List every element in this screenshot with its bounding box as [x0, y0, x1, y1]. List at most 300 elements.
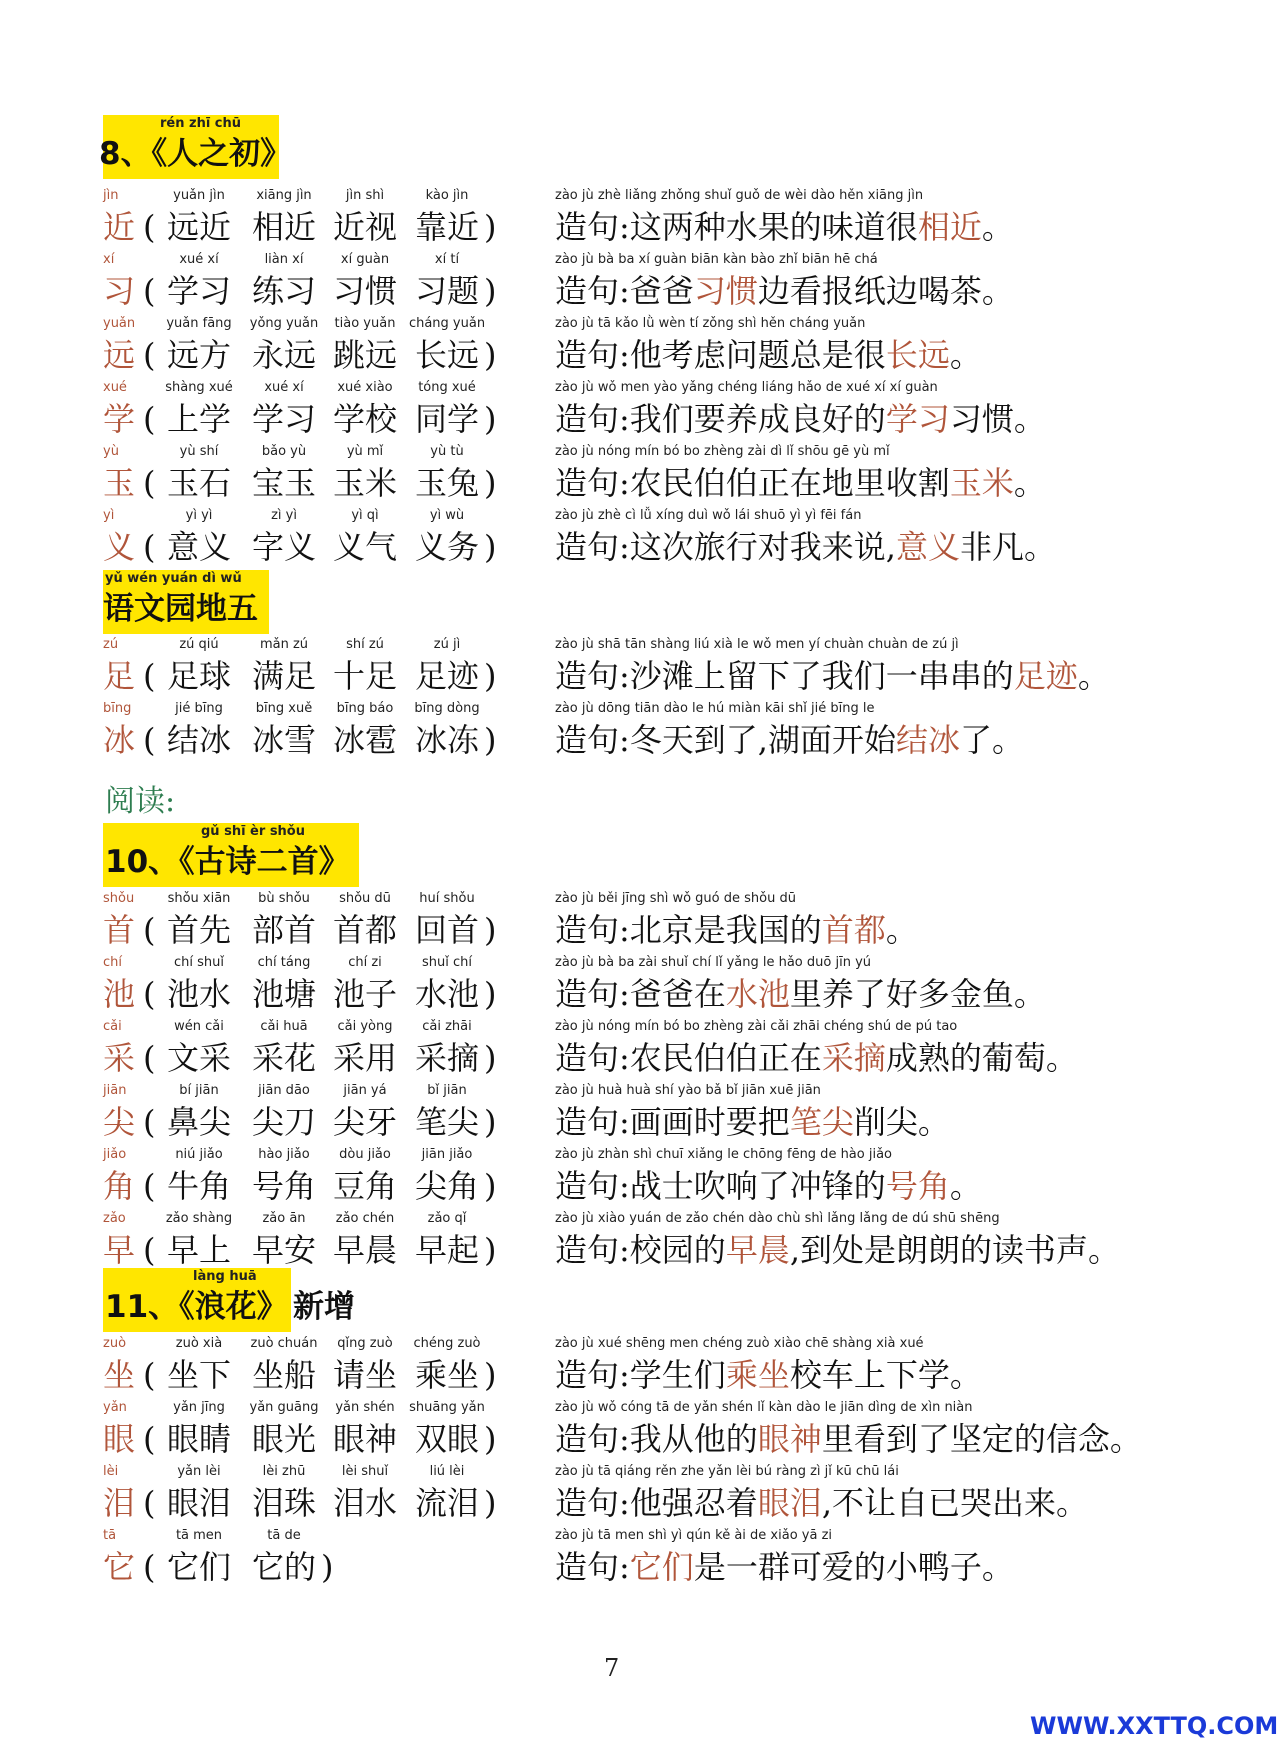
- word-text: 鼻尖: [166, 1103, 231, 1141]
- vocab-row: [103, 1211, 1223, 1275]
- word-text: 学习: [251, 400, 316, 438]
- vocab-row: [103, 1083, 1223, 1147]
- word-pinyin: jiān yá: [343, 1083, 387, 1098]
- example-sentence: [555, 891, 1175, 955]
- main-character: [103, 1528, 143, 1592]
- example-sentence: [555, 444, 1175, 508]
- close-paren: ): [484, 464, 497, 502]
- word-pinyin: shuǐ chí: [422, 955, 472, 970]
- sentence-part: 是一群可爱的小鸭子。: [693, 1548, 1014, 1586]
- sentence-part: 爸爸: [629, 272, 694, 310]
- title-text: 11、《浪花》: [105, 1289, 288, 1325]
- example-sentence: [555, 1211, 1175, 1275]
- title-text: 10、《古诗二首》: [105, 844, 350, 880]
- sentence-part: 了。: [960, 721, 1025, 759]
- highlighted-word: 学习: [885, 400, 950, 438]
- example-sentence: [555, 701, 1175, 765]
- sentence-text: [555, 463, 1046, 503]
- vocab-row: [103, 188, 1223, 252]
- highlighted-word: 笔尖: [789, 1103, 854, 1141]
- word: [324, 955, 406, 1019]
- page-number: 7: [604, 1654, 620, 1682]
- word-text: 牛角: [166, 1167, 231, 1205]
- example-sentence: [555, 637, 1175, 701]
- sentence-label: 造句:: [555, 1484, 630, 1522]
- main-character-text: 冰: [103, 721, 136, 759]
- word: [406, 1019, 488, 1083]
- sentence-part: 校园的: [629, 1231, 726, 1269]
- open-paren: (: [143, 721, 156, 759]
- word-text: 宝玉: [251, 464, 316, 502]
- word: [324, 1019, 406, 1083]
- open-paren: (: [143, 464, 156, 502]
- sentence-label: 造句:: [555, 208, 630, 246]
- open-paren: (: [143, 1103, 156, 1141]
- sentence-text: [555, 399, 1046, 439]
- word-text: 流泪: [414, 1484, 479, 1522]
- main-character-pinyin: tā: [103, 1528, 117, 1543]
- highlighted-word: 相近: [917, 208, 982, 246]
- open-paren: (: [143, 1356, 156, 1394]
- main-character-text: 角: [103, 1167, 136, 1205]
- word: [243, 252, 325, 316]
- main-character-text: 尖: [103, 1103, 136, 1141]
- word-text: 永远: [251, 336, 316, 374]
- main-character-text: 近: [103, 208, 136, 246]
- sentence-part: 我从他的: [629, 1420, 758, 1458]
- sentence-text: [555, 1355, 982, 1395]
- word: [158, 316, 240, 380]
- highlighted-word: 号角: [885, 1167, 950, 1205]
- section-title-11: [103, 1268, 355, 1332]
- vocab-row: [103, 701, 1223, 765]
- main-character-pinyin: xí: [103, 252, 115, 267]
- sentence-label: 造句:: [555, 400, 630, 438]
- main-character-text: 坐: [103, 1356, 136, 1394]
- word-text: 尖牙: [332, 1103, 397, 1141]
- word-pinyin: tā de: [267, 1528, 301, 1543]
- word-pinyin: yù shí: [179, 444, 219, 459]
- word-text: 义气: [332, 528, 397, 566]
- word-text: 玉兔: [414, 464, 479, 502]
- main-character-pinyin: cǎi: [103, 1019, 122, 1034]
- word: [158, 1464, 240, 1528]
- example-sentence: [555, 188, 1175, 252]
- word: [243, 955, 325, 1019]
- highlighted-word: 早晨: [725, 1231, 790, 1269]
- word-pinyin: chí táng: [257, 955, 311, 970]
- word-text: 字义: [251, 528, 316, 566]
- word-text: 近视: [332, 208, 397, 246]
- word-pinyin: xí tí: [434, 252, 460, 267]
- vocab-row: [103, 1147, 1223, 1211]
- main-character: [103, 444, 143, 508]
- word-pinyin: kào jìn: [425, 188, 469, 203]
- word: [158, 188, 240, 252]
- word: [406, 701, 488, 765]
- word-pinyin: shàng xué: [165, 380, 233, 395]
- open-paren: (: [143, 1231, 156, 1269]
- sentence-text: [555, 1419, 1142, 1459]
- vocab-row: [103, 637, 1223, 701]
- word-pinyin: bǎo yù: [261, 444, 307, 459]
- word-text: 早晨: [332, 1231, 397, 1269]
- example-sentence: [555, 1400, 1175, 1464]
- word-text: 坐船: [251, 1356, 316, 1394]
- main-character: [103, 1464, 143, 1528]
- main-character-pinyin: zú: [103, 637, 119, 652]
- sentence-pinyin: zào jù nóng mín bó bo zhèng zài dì lǐ shōu gē yù mǐ: [555, 444, 890, 459]
- main-character: [103, 1336, 143, 1400]
- sentence-text: [555, 1230, 1120, 1270]
- sentence-label: 造句:: [555, 975, 630, 1013]
- word-text: 部首: [251, 911, 316, 949]
- word: [158, 891, 240, 955]
- open-paren: (: [143, 1167, 156, 1205]
- word-text: 满足: [251, 657, 316, 695]
- word-text: 眼睛: [166, 1420, 231, 1458]
- word-pinyin: tā men: [175, 1528, 223, 1543]
- word-text: 泪水: [332, 1484, 397, 1522]
- vocab-row: [103, 380, 1223, 444]
- word-pinyin: yù tù: [430, 444, 464, 459]
- main-character: [103, 380, 143, 444]
- word-text: 池水: [166, 975, 231, 1013]
- word: [158, 955, 240, 1019]
- sentence-text: [555, 1483, 1088, 1523]
- sentence-text: [555, 527, 1056, 567]
- main-character-pinyin: xué: [103, 380, 127, 395]
- close-paren: ): [484, 528, 497, 566]
- highlighted-word: 结冰: [895, 721, 960, 759]
- vocab-row: [103, 508, 1223, 572]
- example-sentence: [555, 1528, 1175, 1592]
- word-pinyin: jié bīng: [175, 701, 223, 716]
- word: [243, 1147, 325, 1211]
- reading-label: 阅读:: [105, 784, 176, 819]
- word: [243, 1211, 325, 1275]
- word-pinyin: zú qiú: [179, 637, 219, 652]
- word-text: 乘坐: [414, 1356, 479, 1394]
- open-paren: (: [143, 336, 156, 374]
- close-paren: ): [484, 1420, 497, 1458]
- word-pinyin: chéng zuò: [413, 1336, 481, 1351]
- sentence-part: 校车上下学。: [789, 1356, 982, 1394]
- highlighted-word: 长远: [885, 336, 950, 374]
- word: [243, 1400, 325, 1464]
- example-sentence: [555, 1464, 1175, 1528]
- word-pinyin: chí zi: [348, 955, 382, 970]
- word-text: 采用: [332, 1039, 397, 1077]
- sentence-pinyin: zào jù xué shēng men chéng zuò xiào chē shàng xià xué: [555, 1336, 924, 1351]
- main-character: [103, 252, 143, 316]
- word-text: 跳远: [332, 336, 397, 374]
- main-character-text: 早: [103, 1231, 136, 1269]
- main-character: [103, 1211, 143, 1275]
- word-pinyin: zǎo chén: [335, 1211, 395, 1226]
- sentence-pinyin: zào jù xiào yuán de zǎo chén dào chù shì lǎng lǎng de dú shū shēng: [555, 1211, 1000, 1226]
- word-text: 坐下: [166, 1356, 231, 1394]
- word-text: 豆角: [332, 1167, 397, 1205]
- word: [158, 380, 240, 444]
- word-pinyin: zì yì: [271, 508, 297, 523]
- sentence-part: 。: [981, 208, 1014, 246]
- open-paren: (: [143, 911, 156, 949]
- word-pinyin: cǎi yòng: [337, 1019, 393, 1034]
- sentence-label: 造句:: [555, 657, 630, 695]
- highlighted-word: 水池: [725, 975, 790, 1013]
- word-text: 习惯: [332, 272, 397, 310]
- word: [158, 701, 240, 765]
- word-pinyin: zǎo ān: [262, 1211, 306, 1226]
- open-paren: (: [143, 1039, 156, 1077]
- word: [158, 1083, 240, 1147]
- word-text: 玉石: [166, 464, 231, 502]
- word: [406, 316, 488, 380]
- main-character-text: 池: [103, 975, 136, 1013]
- word-pinyin: tiào yuǎn: [334, 316, 396, 331]
- word-text: 结冰: [166, 721, 231, 759]
- example-sentence: [555, 1083, 1175, 1147]
- sentence-pinyin: zào jù tā kǎo lǜ wèn tí zǒng shì hěn cháng yuǎn: [555, 316, 866, 331]
- word: [324, 1400, 406, 1464]
- word-text: 眼泪: [166, 1484, 231, 1522]
- sentence-label: 造句:: [555, 911, 630, 949]
- word-pinyin: xiāng jìn: [256, 188, 312, 203]
- sentence-pinyin: zào jù wǒ men yào yǎng chéng liáng hǎo de xué xí xí guàn: [555, 380, 938, 395]
- word-text: 玉米: [332, 464, 397, 502]
- highlighted-word: 意义: [895, 528, 960, 566]
- main-character: [103, 316, 143, 380]
- vocab-row: [103, 1528, 1223, 1592]
- word: [243, 188, 325, 252]
- word: [243, 1336, 325, 1400]
- main-character-text: 义: [103, 528, 136, 566]
- word: [324, 1464, 406, 1528]
- word-pinyin: yǒng yuǎn: [249, 316, 319, 331]
- open-paren: (: [143, 975, 156, 1013]
- word: [243, 1528, 325, 1592]
- sentence-pinyin: zào jù zhè liǎng zhǒng shuǐ guǒ de wèi dào hěn xiāng jìn: [555, 188, 924, 203]
- sentence-pinyin: zào jù dōng tiān dào le hú miàn kāi shǐ jié bīng le: [555, 701, 875, 716]
- word: [158, 637, 240, 701]
- sentence-label: 造句:: [555, 336, 630, 374]
- main-character: [103, 1083, 143, 1147]
- word-pinyin: zuò chuán: [250, 1336, 318, 1351]
- example-sentence: [555, 1147, 1175, 1211]
- word-pinyin: tóng xué: [418, 380, 476, 395]
- sentence-pinyin: zào jù běi jīng shì wǒ guó de shǒu dū: [555, 891, 796, 906]
- close-paren: ): [484, 400, 497, 438]
- main-character-text: 足: [103, 657, 136, 695]
- example-sentence: [555, 955, 1175, 1019]
- sentence-part: 他考虑问题总是很: [629, 336, 886, 374]
- example-sentence: [555, 1336, 1175, 1400]
- word-pinyin: cháng yuǎn: [408, 316, 486, 331]
- sentence-pinyin: zào jù huà huà shí yào bǎ bǐ jiān xuē jiān: [555, 1083, 821, 1098]
- example-sentence: [555, 380, 1175, 444]
- word: [406, 637, 488, 701]
- word: [324, 508, 406, 572]
- sentence-label: 造句:: [555, 464, 630, 502]
- word-text: 义务: [414, 528, 479, 566]
- highlighted-word: 首都: [821, 911, 886, 949]
- sentence-pinyin: zào jù zhè cì lǚ xíng duì wǒ lái shuō yì yì fēi fán: [555, 508, 862, 523]
- section-title-8: [99, 115, 292, 179]
- vocab-row: [103, 1464, 1223, 1528]
- word: [324, 1083, 406, 1147]
- word-pinyin: shǒu dū: [339, 891, 391, 906]
- main-character: [103, 701, 143, 765]
- sentence-text: [555, 271, 1014, 311]
- vocab-row: [103, 1336, 1223, 1400]
- word-pinyin: zǎo shàng: [165, 1211, 233, 1226]
- sentence-text: [555, 335, 982, 375]
- word-text: 意义: [166, 528, 231, 566]
- sentence-pinyin: zào jù tā qiáng rěn zhe yǎn lèi bú ràng zì jǐ kū chū lái: [555, 1464, 899, 1479]
- open-paren: (: [143, 400, 156, 438]
- word-pinyin: yuǎn fāng: [166, 316, 232, 331]
- word-text: 十足: [332, 657, 397, 695]
- word-text: 号角: [251, 1167, 316, 1205]
- sentence-part: 农民伯伯正在: [629, 1039, 822, 1077]
- word-pinyin: qǐng zuò: [337, 1336, 393, 1351]
- sentence-part: 里养了好多金鱼。: [789, 975, 1046, 1013]
- main-character: [103, 637, 143, 701]
- sentence-part: ,不让自已哭出来。: [821, 1484, 1089, 1522]
- section-title-yuwen: [103, 570, 269, 634]
- word-text: 池塘: [251, 975, 316, 1013]
- open-paren: (: [143, 1548, 156, 1586]
- word: [158, 444, 240, 508]
- word-text: 同学: [414, 400, 479, 438]
- highlighted-word: 乘坐: [725, 1356, 790, 1394]
- word-pinyin: xí guàn: [340, 252, 390, 267]
- word-text: 远近: [166, 208, 231, 246]
- title-pinyin: yǔ wén yuán dì wǔ: [105, 571, 242, 586]
- highlighted-word: 眼神: [757, 1420, 822, 1458]
- word: [243, 1083, 325, 1147]
- main-character-pinyin: chí: [103, 955, 122, 970]
- word-text: 眼光: [251, 1420, 316, 1458]
- highlighted-word: 它们: [629, 1548, 694, 1586]
- main-character-pinyin: zuò: [103, 1336, 127, 1351]
- title-pinyin: gǔ shī èr shǒu: [201, 824, 305, 839]
- word-text: 早安: [251, 1231, 316, 1269]
- word-pinyin: yǎn lèi: [177, 1464, 221, 1479]
- sentence-label: 造句:: [555, 272, 630, 310]
- sentence-text: [555, 656, 1110, 696]
- title-pinyin: làng huā: [193, 1269, 257, 1284]
- word-pinyin: xué xiào: [337, 380, 393, 395]
- section-title-10: [103, 823, 359, 887]
- vocab-row: [103, 1400, 1223, 1464]
- word-pinyin: shí zú: [346, 637, 384, 652]
- word-pinyin: yǎn shén: [335, 1400, 395, 1415]
- word: [406, 1464, 488, 1528]
- main-character-pinyin: yù: [103, 444, 119, 459]
- word: [406, 188, 488, 252]
- word-pinyin: yuǎn jìn: [173, 188, 225, 203]
- word-pinyin: jìn shì: [345, 188, 385, 203]
- word: [406, 1336, 488, 1400]
- word-pinyin: liú lèi: [429, 1464, 465, 1479]
- sentence-part: 农民伯伯正在地里收割: [629, 464, 950, 502]
- word: [158, 1336, 240, 1400]
- word-text: 文采: [166, 1039, 231, 1077]
- word: [406, 444, 488, 508]
- vocab-row: [103, 891, 1223, 955]
- close-paren: ): [484, 657, 497, 695]
- close-paren: ): [484, 1039, 497, 1077]
- example-sentence: [555, 508, 1175, 572]
- title-pinyin: rén zhī chū: [160, 116, 242, 131]
- close-paren: ): [484, 208, 497, 246]
- word-text: 首先: [166, 911, 231, 949]
- open-paren: (: [143, 528, 156, 566]
- word: [243, 891, 325, 955]
- word-pinyin: cǎi zhāi: [422, 1019, 472, 1034]
- sentence-part: 。: [1077, 657, 1110, 695]
- close-paren: ): [484, 1356, 497, 1394]
- sentence-pinyin: zào jù nóng mín bó bo zhèng zài cǎi zhāi chéng shú de pú tao: [555, 1019, 958, 1034]
- word-pinyin: yì qì: [351, 508, 379, 523]
- main-character-pinyin: zǎo: [103, 1211, 126, 1226]
- word-pinyin: yǎn guāng: [249, 1400, 319, 1415]
- word-pinyin: xué xí: [264, 380, 304, 395]
- sentence-part: 冬天到了,湖面开始: [629, 721, 896, 759]
- word-text: 冰冻: [414, 721, 479, 759]
- word: [158, 1211, 240, 1275]
- main-character-text: 泪: [103, 1484, 136, 1522]
- sentence-part: 我们要养成良好的: [629, 400, 886, 438]
- main-character-pinyin: yǎn: [103, 1400, 127, 1415]
- word-text: 远方: [166, 336, 231, 374]
- close-paren: ): [321, 1548, 334, 1586]
- sentence-label: 造句:: [555, 1167, 630, 1205]
- sentence-part: 削尖。: [853, 1103, 950, 1141]
- word: [324, 316, 406, 380]
- word: [158, 1400, 240, 1464]
- sentence-part: 战士吹响了冲锋的: [629, 1167, 886, 1205]
- sentence-part: 习惯。: [949, 400, 1046, 438]
- sentence-part: 边看报纸边喝茶。: [757, 272, 1014, 310]
- title-tail: 新增: [293, 1289, 355, 1325]
- main-character: [103, 1400, 143, 1464]
- word-text: 尖角: [414, 1167, 479, 1205]
- word: [243, 508, 325, 572]
- sentence-part: 这次旅行对我来说,: [629, 528, 896, 566]
- word-text: 池子: [332, 975, 397, 1013]
- sentence-text: [555, 1547, 1014, 1587]
- word-text: 学校: [332, 400, 397, 438]
- example-sentence: [555, 1019, 1175, 1083]
- word: [406, 1147, 488, 1211]
- word-pinyin: yù mǐ: [346, 444, 384, 459]
- open-paren: (: [143, 1420, 156, 1458]
- sentence-label: 造句:: [555, 1420, 630, 1458]
- site-watermark: WWW.XXTTQ.COM: [1030, 1712, 1278, 1740]
- close-paren: ): [484, 911, 497, 949]
- word-pinyin: lèi shuǐ: [341, 1464, 389, 1479]
- word: [158, 1147, 240, 1211]
- word: [324, 444, 406, 508]
- word: [406, 891, 488, 955]
- main-character-pinyin: jiān: [103, 1083, 127, 1098]
- sentence-pinyin: zào jù shā tān shàng liú xià le wǒ men yí chuàn chuàn de zú jì: [555, 637, 959, 652]
- word-text: 长远: [414, 336, 479, 374]
- word-pinyin: shǒu xiān: [167, 891, 231, 906]
